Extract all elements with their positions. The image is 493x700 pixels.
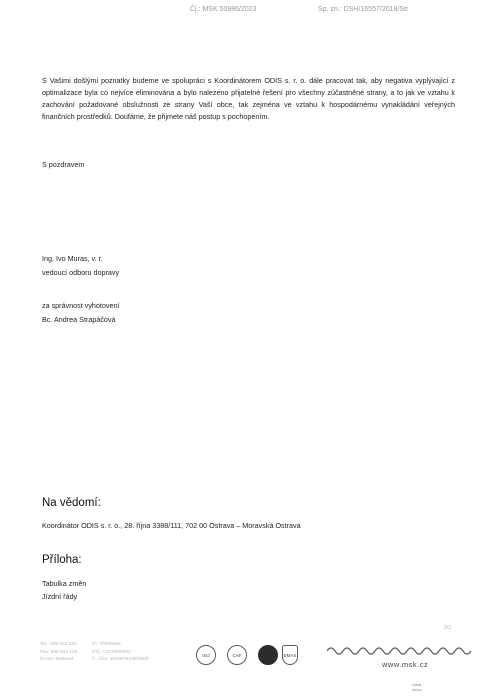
document-reference-number: Čj.: MSK 50986/2023: [190, 6, 257, 13]
wave-pattern-logo: [327, 645, 477, 657]
copy-verification-name: Bc. Andrea Strapáčová: [42, 315, 116, 324]
file-reference-number: Sp. zn.: DSH/16557/2018/Str: [318, 6, 409, 13]
cc-recipient: Koordinátor ODIS s. r. o., 28. října 3388/111, 702 00 Ostrava – Moravská Ostrava: [42, 521, 301, 530]
footer-company-ids: [92, 641, 149, 664]
signatory-role: vedoucí odboru dopravy: [42, 268, 120, 277]
footer-dic: DIČ: CZ70890692: [92, 649, 131, 655]
iso-certification-icon: ISO: [196, 645, 216, 665]
footer-fax: Fax: 595 622 126: [40, 649, 78, 655]
body-paragraph: S Vašimi došlými poznatky budeme ve spolupráci s Koordinátorem ODIS s. r. o. dále pracovat tak, aby negativa vyplývající z optimalizace byla co nejvíce eliminována a bylo nalezeno přijatelné řešení pro všechny zúčastněné strany, a to jak ve vztahu k zachování požadované obslužnosti ze strany Vaší obce, tak zejména ve vztahu k hospodárnému vynakládání veřejných finančních prostředků. Doufáme, že přijmete náš postup s pochopením.: [42, 76, 455, 121]
footer-data-box: ID DS: 8x6bxsd: [40, 657, 74, 662]
attachment-item: Jízdní řády: [42, 592, 78, 601]
footer-contacts: [40, 641, 77, 664]
footer-account: Č. účtu: 1650676349/0800: [92, 657, 149, 662]
caf-certification-icon: CAF: [227, 645, 247, 665]
copy-verification-label: za správnost vyhotovení: [42, 301, 120, 310]
website-url: www.msk.cz: [382, 660, 429, 669]
footer-phone: Tel.: 595 622 222: [40, 642, 77, 647]
print-stamp: Vytiskl: ... Datum: ...: [412, 683, 426, 692]
cc-heading: Na vědomí:: [42, 497, 101, 509]
quality-seal-icon: [258, 645, 278, 665]
emas-certification-icon: EMAS: [282, 645, 298, 665]
attachment-item: Tabulka změn: [42, 579, 87, 588]
page-number: 2/3: [444, 625, 451, 631]
attachments-heading: Příloha:: [42, 554, 82, 566]
signatory-name: Ing. Ivo Muras, v. r.: [42, 254, 103, 263]
greeting: S pozdravem: [42, 160, 85, 169]
footer-ico: IČ: 70890692: [92, 642, 121, 647]
